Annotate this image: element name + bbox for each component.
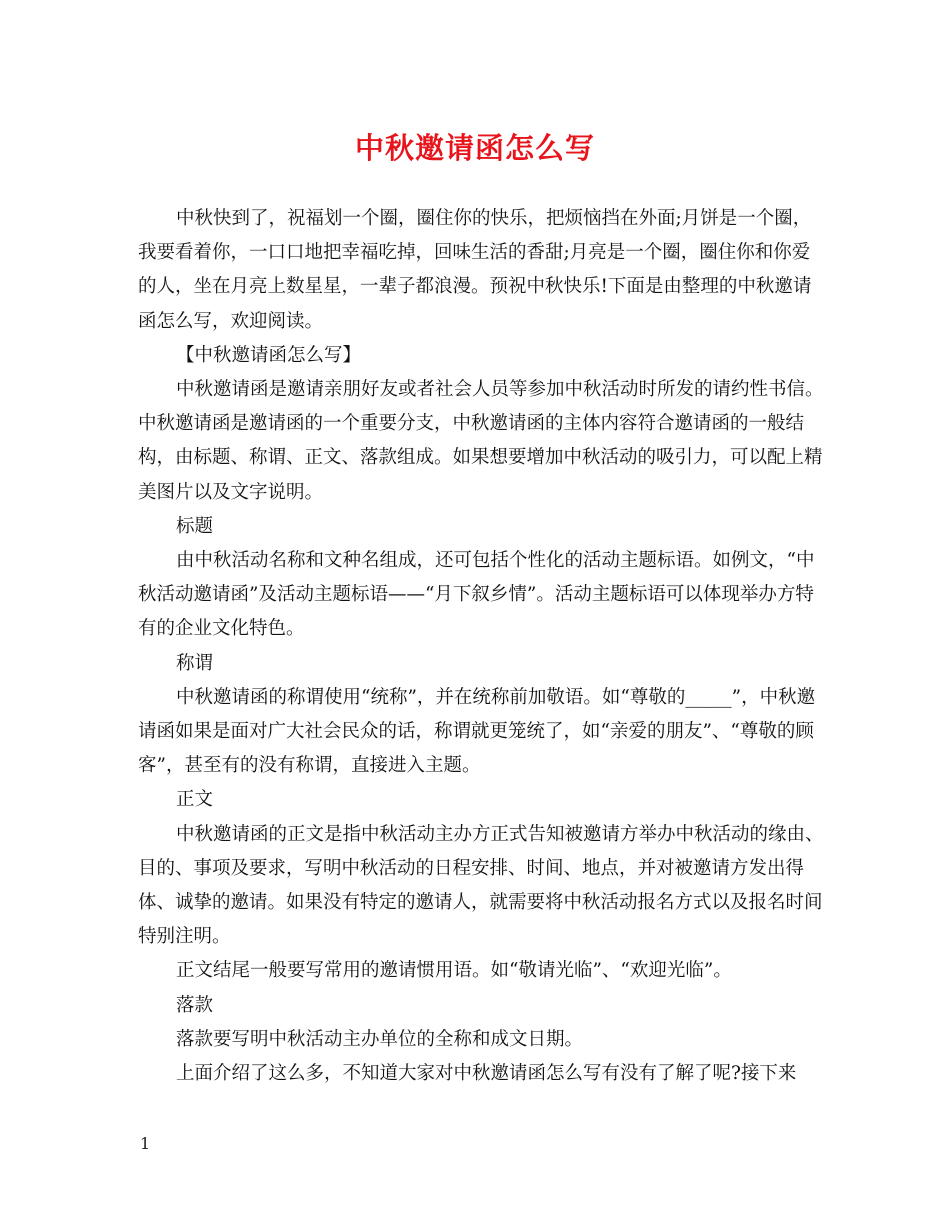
closing-phrase-paragraph: 正文结尾一般要写常用的邀请惯用语。如“敬请光临”、“欢迎光临”。 xyxy=(176,960,732,982)
document-body xyxy=(138,202,828,1091)
title-paragraph: 由中秋活动名称和文种名组成，还可包括个性化的活动主题标语。如例文，“中秋活动邀请函”及活动主题标语——“月下叙乡情”。活动主题标语可以体现举办方特有的企业文化特色。 xyxy=(138,550,815,640)
body-paragraph: 中秋邀请函的正文是指中秋活动主办方正式告知被邀请方举办中秋活动的缘由、目的、事项及要求，写明中秋活动的日程安排、时间、地点，并对被邀请方发出得体、诚挚的邀请。如果没有特定的邀请人，就需要将中秋活动报名方式以及报名时间特别注明。 xyxy=(138,823,824,948)
section-heading: 【中秋邀请函怎么写】 xyxy=(176,344,362,366)
subheading-signature: 落款 xyxy=(176,994,214,1016)
subheading-title: 标题 xyxy=(176,515,214,537)
subheading-body: 正文 xyxy=(176,789,214,811)
definition-paragraph: 中秋邀请函是邀请亲朋好友或者社会人员等参加中秋活动时所发的请约性书信。中秋邀请函是邀请函的一个重要分支，中秋邀请函的主体内容符合邀请函的一般结构，由标题、称谓、正文、落款组成。如果想要增加中秋活动的吸引力，可以配上精美图片以及文字说明。 xyxy=(138,379,824,503)
page-number: 1 xyxy=(140,1134,151,1153)
continuation-paragraph: 上面介绍了这么多，不知道大家对中秋邀请函怎么写有没有了解了呢?接下来 xyxy=(176,1063,797,1085)
salutation-paragraph: 中秋邀请函的称谓使用“统称”，并在统称前加敬语。如“尊敬的_____”，中秋邀请函如果是面对广大社会民众的话，称谓就更笼统了，如“亲爱的朋友”、“尊敬的顾客”，甚至有的没有称谓，直接进入主题。 xyxy=(138,686,816,777)
intro-paragraph: 中秋快到了，祝福划一个圈，圈住你的快乐，把烦恼挡在外面;月饼是一个圈，我要看着你，一口口地把幸福吃掉，回味生活的香甜;月亮是一个圈，圈住你和你爱的人，坐在月亮上数星星，一辈子都浪漫。预祝中秋快乐!下面是由整理的中秋邀请函怎么写，欢迎阅读。 xyxy=(138,208,812,332)
signature-paragraph: 落款要写明中秋活动主办单位的全称和成文日期。 xyxy=(176,1028,584,1050)
subheading-salutation: 称谓 xyxy=(176,652,214,674)
document-title: 中秋邀请函怎么写 xyxy=(354,131,595,165)
